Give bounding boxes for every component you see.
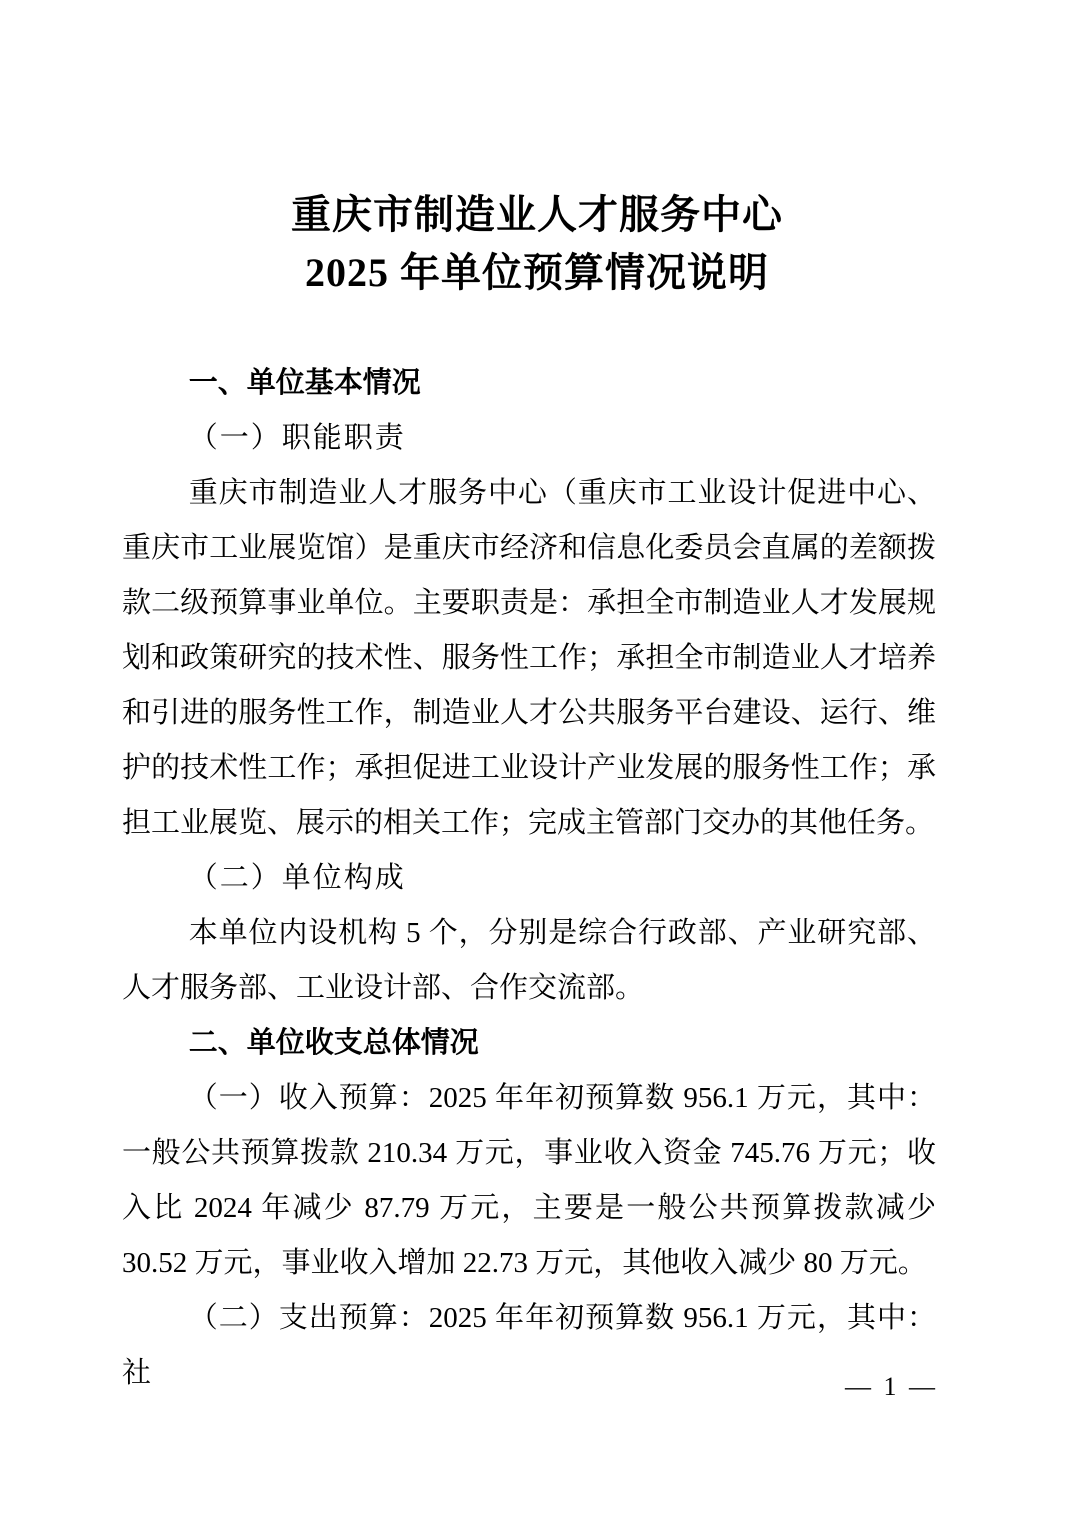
document-title	[0, 186, 1074, 302]
subsection-heading-composition: （二）单位构成	[188, 862, 406, 894]
paragraph-composition: 本单位内设机构 5 个，分别是综合行政部、产业研究部、人才服务部、工业设计部、合作交流部。	[122, 917, 936, 1004]
paragraph-expenditure-budget: （二）支出预算：2025 年年初预算数 956.1 万元，其中：社	[122, 1302, 936, 1389]
section-heading-basic-info: 一、单位基本情况	[188, 367, 421, 399]
paragraph-duties: 重庆市制造业人才服务中心（重庆市工业设计促进中心、重庆市工业展览馆）是重庆市经济和信息化委员会直属的差额拨款二级预算事业单位。主要职责是：承担全市制造业人才发展规划和政策研究的技术性、服务性工作；承担全市制造业人才培养和引进的服务性工作，制造业人才公共服务平台建设、运行、维护的技术性工作；承担促进工业设计产业发展的服务性工作；承担工业展览、展示的相关工作；完成主管部门交办的其他任务。	[122, 477, 936, 839]
subsection-heading-duties: （一）职能职责	[188, 422, 406, 454]
section-heading-budget-overview: 二、单位收支总体情况	[188, 1027, 479, 1059]
title-line-2: 2025 年单位预算情况说明	[305, 250, 769, 295]
paragraph-income-budget: （一）收入预算：2025 年年初预算数 956.1 万元，其中：一般公共预算拨款 210.34 万元，事业收入资金 745.76 万元；收入比 2024 年减少 87.79 万元，主要是一般公共预算拨款减少 30.52 万元，事业收入增加 22.73 万元，其他收入减少 80 万元。	[122, 1082, 936, 1279]
document-body	[122, 356, 936, 1401]
page-number: — 1 —	[845, 1372, 938, 1401]
title-line-1: 重庆市制造业人才服务中心	[291, 192, 783, 237]
